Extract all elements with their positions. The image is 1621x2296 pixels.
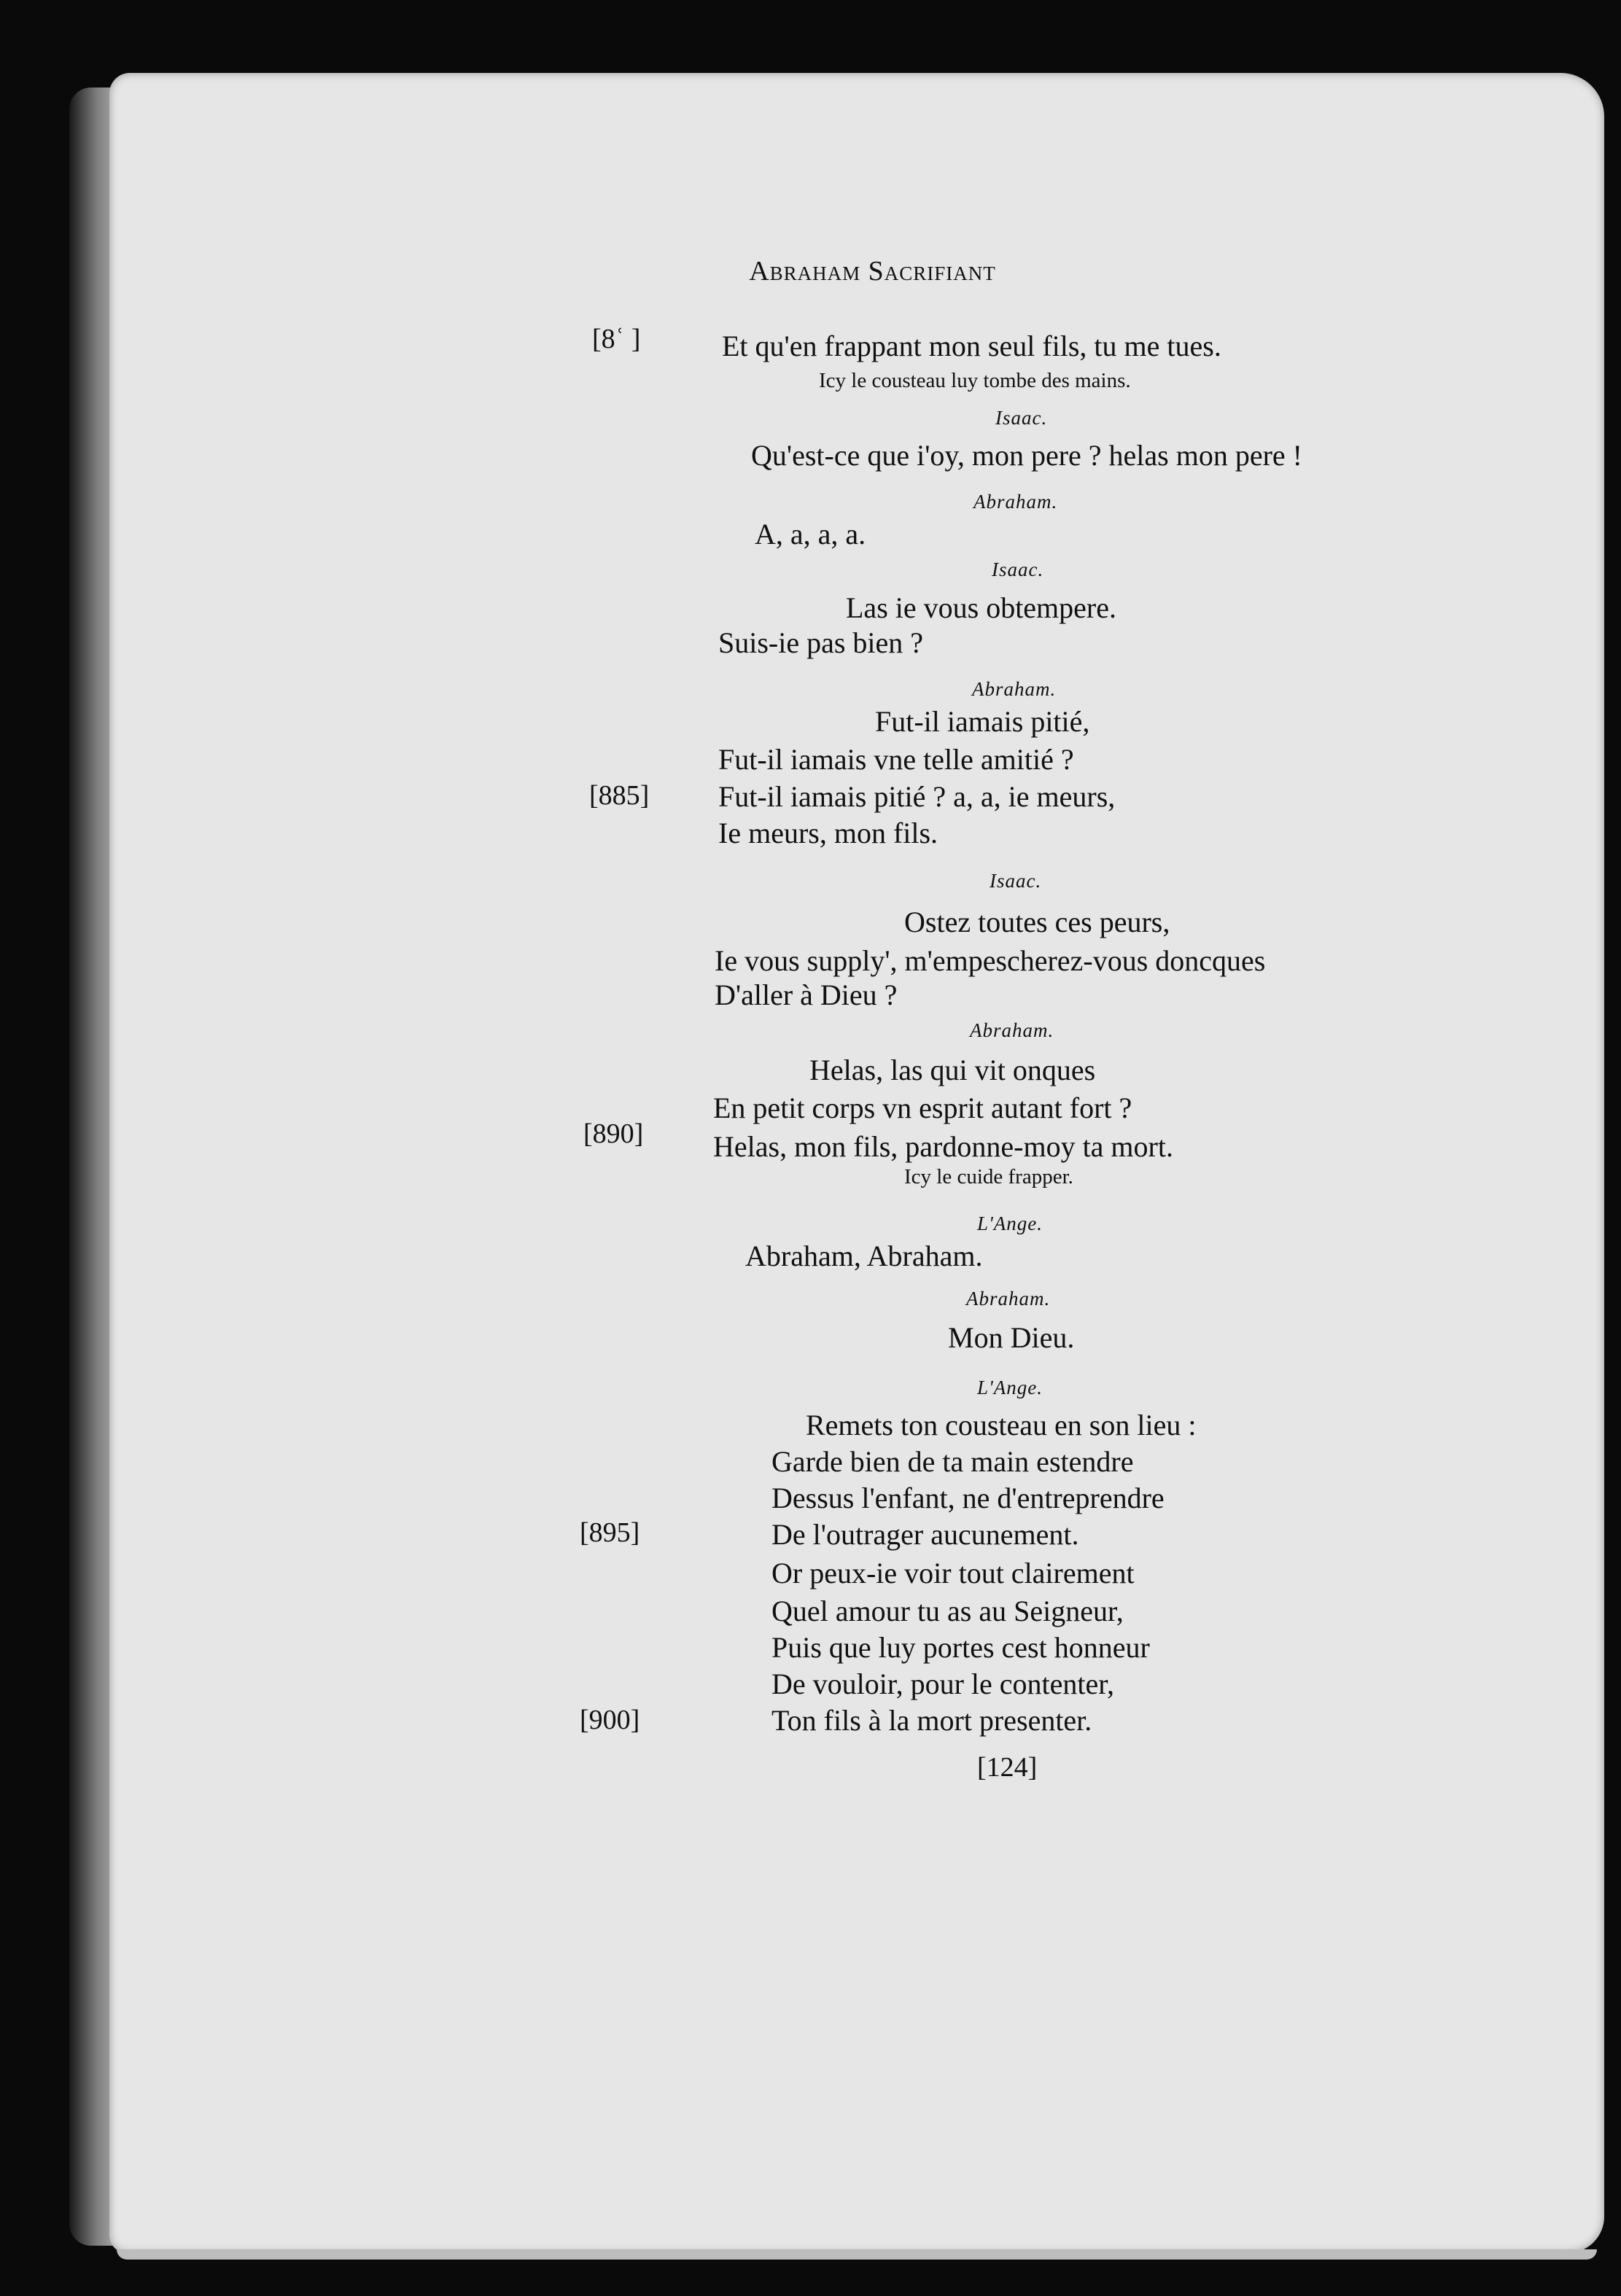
verse-line: Dessus l'enfant, ne d'entreprendre [771, 1482, 1165, 1514]
verse-line: Ton fils à la mort presenter. [771, 1704, 1092, 1737]
running-header-title: Abraham Sacrifiant [749, 256, 996, 287]
line-number: [900] [580, 1705, 640, 1735]
verse-line: Fut-il iamais pitié, [875, 705, 1090, 738]
speaker-name: Isaac. [990, 870, 1042, 892]
page-bottom-edge [117, 2249, 1597, 2260]
verse-line: Mon Dieu. [948, 1321, 1075, 1354]
verse-line: De vouloir, pour le contenter, [771, 1667, 1114, 1700]
speaker-name: L'Ange. [977, 1213, 1043, 1234]
verse-line: De l'outrager aucunement. [771, 1518, 1079, 1551]
verse-line: Helas, mon fils, pardonne-moy ta mort. [713, 1130, 1173, 1163]
page-number: [124] [977, 1752, 1038, 1783]
verse-line: Et qu'en frappant mon seul fils, tu me tues. [722, 330, 1221, 362]
running-header [0, 255, 1621, 287]
verse-line: Qu'est-ce que i'oy, mon pere ? helas mon pere ! [751, 439, 1302, 472]
verse-line: En petit corps vn esprit autant fort ? [713, 1091, 1132, 1124]
line-number: [890] [583, 1118, 644, 1149]
verse-line: Puis que luy portes cest honneur [771, 1631, 1150, 1664]
verse-line: Garde bien de ta main estendre [771, 1445, 1134, 1478]
speaker-name: L'Ange. [977, 1377, 1043, 1398]
speaker-name: Isaac. [995, 407, 1048, 429]
speaker-name: Abraham. [970, 1019, 1054, 1041]
line-number: [8ʿ ] [592, 324, 641, 354]
verse-line: D'aller à Dieu ? [715, 978, 898, 1011]
verse-line: Helas, las qui vit onques [809, 1054, 1096, 1086]
verse-line: Ie vous supply', m'empescherez-vous doncques [715, 944, 1266, 977]
line-number: [895] [580, 1517, 640, 1548]
stage-direction: Icy le cuide frapper. [904, 1165, 1073, 1188]
speaker-name: Abraham. [972, 678, 1057, 700]
verse-line: Or peux-ie voir tout clairement [771, 1557, 1135, 1589]
verse-line: Suis-ie pas bien ? [718, 626, 924, 659]
verse-line: Fut-il iamais pitié ? a, a, ie meurs, [718, 780, 1116, 813]
book-page [109, 73, 1604, 2253]
verse-line: Las ie vous obtempere. [846, 591, 1116, 624]
verse-line: Fut-il iamais vne telle amitié ? [718, 743, 1074, 776]
verse-line: A, a, a, a. [755, 518, 866, 550]
speaker-name: Abraham. [966, 1288, 1051, 1310]
verse-line: Ie meurs, mon fils. [718, 817, 938, 849]
speaker-name: Abraham. [973, 491, 1058, 513]
stage-direction: Icy le cousteau luy tombe des mains. [819, 369, 1131, 392]
speaker-name: Isaac. [992, 559, 1044, 580]
line-number: [885] [589, 780, 650, 811]
verse-line: Remets ton cousteau en son lieu : [806, 1409, 1197, 1441]
verse-line: Quel amour tu as au Seigneur, [771, 1595, 1124, 1627]
verse-line: Ostez toutes ces peurs, [904, 906, 1170, 938]
verse-line: Abraham, Abraham. [745, 1240, 983, 1272]
